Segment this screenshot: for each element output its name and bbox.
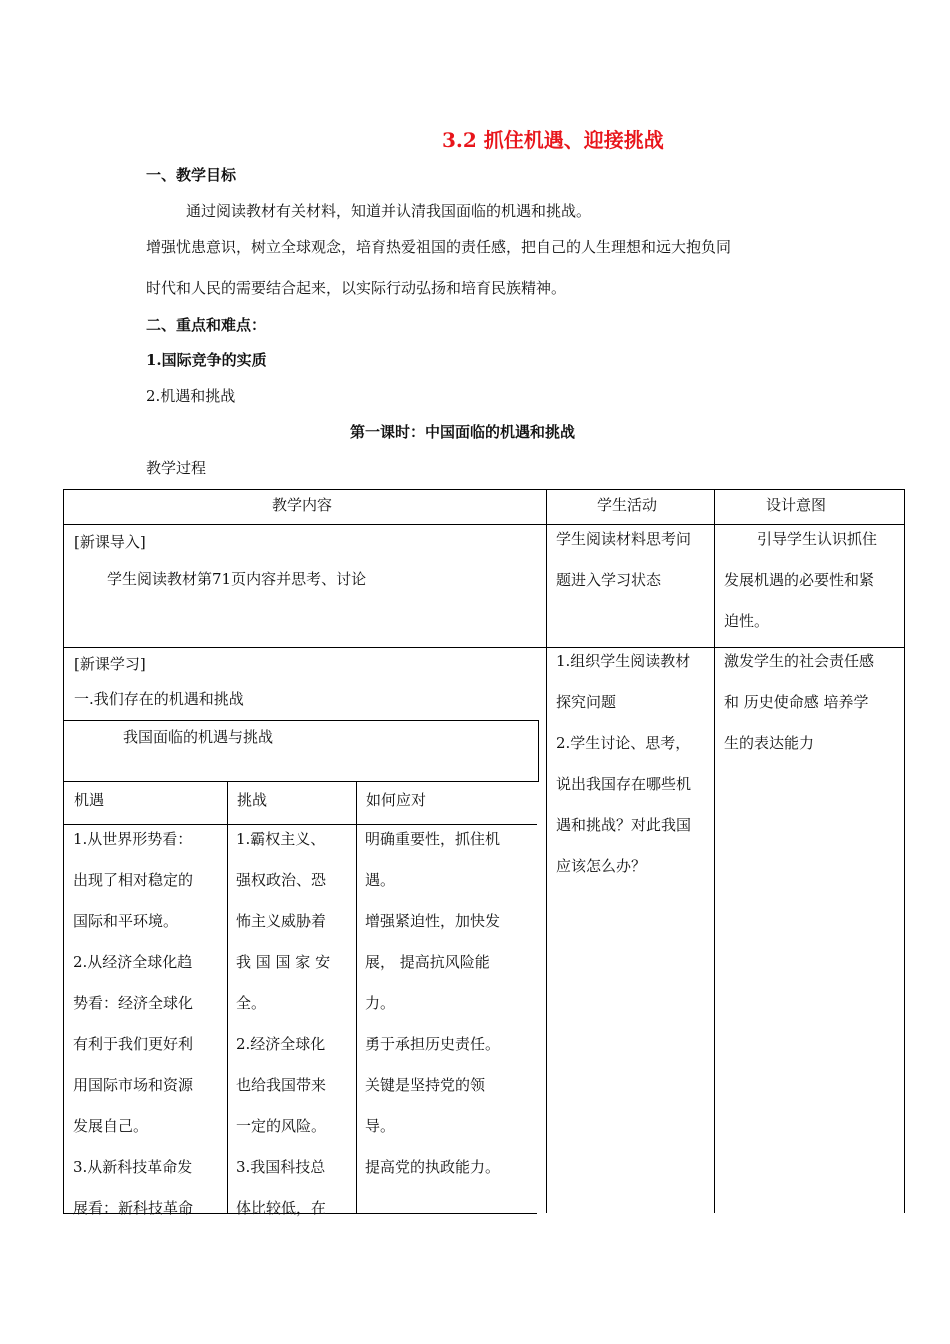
- row2-tag: [新课学习]: [74, 655, 146, 673]
- header-teaching-content: 教学内容: [272, 496, 333, 514]
- row2-subhead: 一.我们存在的机遇和挑战: [74, 690, 244, 708]
- row1-intent: 引导学生认识抓住 发展机遇的必要性和紧 迫性。: [724, 530, 878, 630]
- inner-header-challenges: 挑战: [237, 791, 268, 809]
- row1-tag: [新课导入]: [74, 533, 146, 551]
- header-design-intent: 设计意图: [766, 496, 827, 514]
- inner-header-responses: 如何应对: [366, 791, 427, 809]
- opportunities-list: 1.从世界形势看： 出现了相对稳定的 国际和平环境。 2.从经济全球化趋 势看：经济全球化 有利于我们更好利 用国际市场和资源 发展自己。 3.从新科技革命发 展看：新科技革命: [73, 830, 194, 1217]
- key-point-1: 1.国际竞争的实质: [146, 351, 267, 369]
- row1-content: 学生阅读教材第71页内容并思考、讨论: [107, 570, 367, 588]
- row2-activity: 1.组织学生阅读教材 探究问题 2.学生讨论、思考， 说出我国存在哪些机 遇和挑战？对此我国 应该怎么办？: [556, 652, 692, 875]
- document-title: 3.2 抓住机遇、迎接挑战: [442, 128, 664, 152]
- lesson-title: 第一课时：中国面临的机遇和挑战: [350, 423, 576, 441]
- row2-intent: 激发学生的社会责任感 和 历史使命感 培养学 生的表达能力: [724, 652, 875, 752]
- process-label: 教学过程: [146, 459, 207, 477]
- section-heading-objectives: 一、教学目标: [146, 166, 237, 184]
- challenges-list: 1.霸权主义、 强权政治、恐 怖主义威胁着 我 国 国 家 安 全。 2.经济全球化 也给我国带来 一定的风险。 3.我国科技总 体比较低，在: [236, 830, 331, 1217]
- inner-header-opportunities: 机遇: [74, 791, 105, 809]
- objective-paragraph-2-line-1: 增强忧患意识，树立全球观念，培育热爱祖国的责任感，把自己的人生理想和远大抱负同: [146, 238, 732, 256]
- row1-activity: 学生阅读材料思考问 题进入学习状态: [556, 530, 692, 589]
- key-point-2: 2.机遇和挑战: [146, 387, 236, 405]
- inner-table-title: 我国面临的机遇与挑战: [123, 728, 274, 746]
- responses-list: 明确重要性，抓住机 遇。 增强紧迫性，加快发 展， 提高抗风险能 力。 勇于承担历史责任。 关键是坚持党的领 导。 提高党的执政能力。: [365, 830, 501, 1176]
- objective-paragraph-1: 通过阅读教材有关材料，知道并认清我国面临的机遇和挑战。: [186, 202, 592, 220]
- objective-paragraph-2-line-2: 时代和人民的需要结合起来，以实际行动弘扬和培育民族精神。: [146, 279, 567, 297]
- section-heading-key-points: 二、重点和难点：: [146, 316, 267, 334]
- header-student-activity: 学生活动: [597, 496, 658, 514]
